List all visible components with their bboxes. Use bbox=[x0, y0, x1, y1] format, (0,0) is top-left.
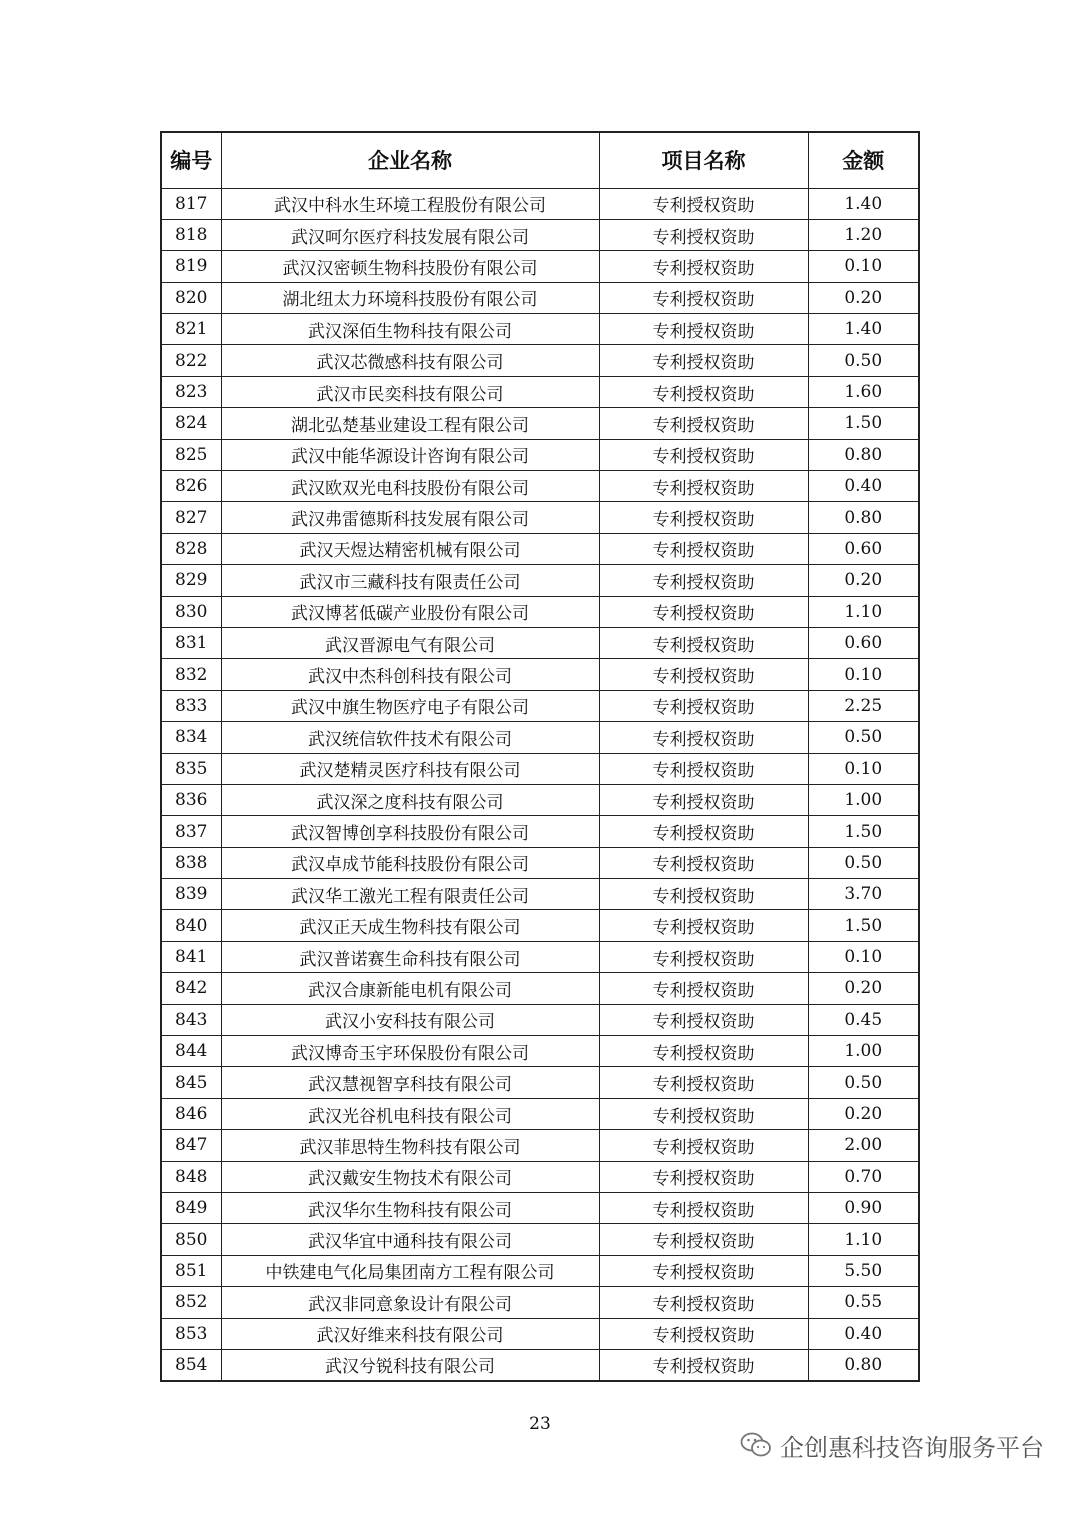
cell-company: 武汉市民奕科技有限公司 bbox=[221, 376, 599, 407]
cell-company: 武汉晋源电气有限公司 bbox=[221, 627, 599, 658]
table-row bbox=[161, 1318, 919, 1349]
cell-project: 专利授权资助 bbox=[599, 1193, 808, 1224]
table-row bbox=[161, 1004, 919, 1035]
table-row bbox=[161, 219, 919, 250]
cell-company: 武汉卓成节能科技股份有限公司 bbox=[221, 847, 599, 878]
cell-number: 825 bbox=[161, 439, 221, 470]
cell-amount: 0.20 bbox=[808, 282, 919, 313]
cell-project: 专利授权资助 bbox=[599, 314, 808, 345]
cell-company: 武汉深之度科技有限公司 bbox=[221, 784, 599, 815]
table-row bbox=[161, 1098, 919, 1129]
cell-number: 832 bbox=[161, 659, 221, 690]
cell-project: 专利授权资助 bbox=[599, 659, 808, 690]
cell-amount: 1.20 bbox=[808, 219, 919, 250]
table-row bbox=[161, 753, 919, 784]
cell-amount: 1.60 bbox=[808, 376, 919, 407]
cell-project: 专利授权资助 bbox=[599, 627, 808, 658]
cell-project: 专利授权资助 bbox=[599, 1255, 808, 1286]
table-row bbox=[161, 1224, 919, 1255]
cell-amount: 0.20 bbox=[808, 565, 919, 596]
table-row bbox=[161, 471, 919, 502]
table-row bbox=[161, 282, 919, 313]
cell-company: 武汉慧视智享科技有限公司 bbox=[221, 1067, 599, 1098]
cell-project: 专利授权资助 bbox=[599, 596, 808, 627]
cell-company: 武汉菲思特生物科技有限公司 bbox=[221, 1130, 599, 1161]
cell-company: 武汉小安科技有限公司 bbox=[221, 1004, 599, 1035]
cell-amount: 1.10 bbox=[808, 1224, 919, 1255]
table-row bbox=[161, 1287, 919, 1318]
cell-amount: 0.40 bbox=[808, 1318, 919, 1349]
cell-project: 专利授权资助 bbox=[599, 376, 808, 407]
cell-amount: 1.50 bbox=[808, 408, 919, 439]
cell-number: 819 bbox=[161, 251, 221, 282]
cell-company: 武汉华工激光工程有限责任公司 bbox=[221, 879, 599, 910]
cell-amount: 2.00 bbox=[808, 1130, 919, 1161]
cell-company: 武汉统信软件技术有限公司 bbox=[221, 722, 599, 753]
cell-company: 湖北弘楚基业建设工程有限公司 bbox=[221, 408, 599, 439]
table-row bbox=[161, 973, 919, 1004]
table-row bbox=[161, 1193, 919, 1224]
cell-number: 838 bbox=[161, 847, 221, 878]
cell-amount: 0.40 bbox=[808, 471, 919, 502]
cell-project: 专利授权资助 bbox=[599, 408, 808, 439]
table-row bbox=[161, 533, 919, 564]
cell-amount: 0.60 bbox=[808, 627, 919, 658]
cell-project: 专利授权资助 bbox=[599, 1067, 808, 1098]
cell-number: 833 bbox=[161, 690, 221, 721]
cell-project: 专利授权资助 bbox=[599, 439, 808, 470]
cell-company: 湖北纽太力环境科技股份有限公司 bbox=[221, 282, 599, 313]
cell-company: 武汉中科水生环境工程股份有限公司 bbox=[221, 188, 599, 219]
table-row bbox=[161, 565, 919, 596]
cell-amount: 1.40 bbox=[808, 314, 919, 345]
header-company: 企业名称 bbox=[221, 132, 599, 188]
table-row bbox=[161, 722, 919, 753]
cell-company: 武汉中能华源设计咨询有限公司 bbox=[221, 439, 599, 470]
cell-company: 武汉好维来科技有限公司 bbox=[221, 1318, 599, 1349]
cell-number: 837 bbox=[161, 816, 221, 847]
cell-number: 851 bbox=[161, 1255, 221, 1286]
cell-number: 823 bbox=[161, 376, 221, 407]
cell-project: 专利授权资助 bbox=[599, 753, 808, 784]
cell-amount: 0.80 bbox=[808, 439, 919, 470]
table-body bbox=[161, 188, 919, 1381]
table-row bbox=[161, 847, 919, 878]
table-row bbox=[161, 376, 919, 407]
cell-number: 830 bbox=[161, 596, 221, 627]
cell-amount: 1.40 bbox=[808, 188, 919, 219]
cell-amount: 0.60 bbox=[808, 533, 919, 564]
cell-project: 专利授权资助 bbox=[599, 565, 808, 596]
header-amount: 金额 bbox=[808, 132, 919, 188]
cell-number: 848 bbox=[161, 1161, 221, 1192]
cell-number: 822 bbox=[161, 345, 221, 376]
cell-company: 武汉弗雷德斯科技发展有限公司 bbox=[221, 502, 599, 533]
cell-amount: 0.20 bbox=[808, 973, 919, 1004]
cell-project: 专利授权资助 bbox=[599, 1224, 808, 1255]
cell-amount: 0.50 bbox=[808, 345, 919, 376]
cell-number: 843 bbox=[161, 1004, 221, 1035]
cell-project: 专利授权资助 bbox=[599, 471, 808, 502]
wechat-icon bbox=[740, 1430, 772, 1460]
cell-number: 818 bbox=[161, 219, 221, 250]
table-row bbox=[161, 627, 919, 658]
cell-number: 820 bbox=[161, 282, 221, 313]
cell-project: 专利授权资助 bbox=[599, 941, 808, 972]
cell-company: 武汉非同意象设计有限公司 bbox=[221, 1287, 599, 1318]
cell-project: 专利授权资助 bbox=[599, 1287, 808, 1318]
table-row bbox=[161, 1349, 919, 1380]
cell-amount: 0.55 bbox=[808, 1287, 919, 1318]
cell-number: 847 bbox=[161, 1130, 221, 1161]
table-row bbox=[161, 690, 919, 721]
cell-project: 专利授权资助 bbox=[599, 282, 808, 313]
cell-number: 849 bbox=[161, 1193, 221, 1224]
cell-amount: 0.80 bbox=[808, 1349, 919, 1380]
table-row bbox=[161, 659, 919, 690]
cell-company: 武汉中杰科创科技有限公司 bbox=[221, 659, 599, 690]
cell-company: 武汉深佰生物科技有限公司 bbox=[221, 314, 599, 345]
cell-project: 专利授权资助 bbox=[599, 816, 808, 847]
cell-company: 武汉合康新能电机有限公司 bbox=[221, 973, 599, 1004]
cell-company: 武汉中旗生物医疗电子有限公司 bbox=[221, 690, 599, 721]
cell-project: 专利授权资助 bbox=[599, 533, 808, 564]
cell-company: 武汉呵尔医疗科技发展有限公司 bbox=[221, 219, 599, 250]
table-row bbox=[161, 314, 919, 345]
cell-amount: 3.70 bbox=[808, 879, 919, 910]
cell-number: 845 bbox=[161, 1067, 221, 1098]
cell-company: 武汉正天成生物科技有限公司 bbox=[221, 910, 599, 941]
cell-amount: 0.70 bbox=[808, 1161, 919, 1192]
header-number: 编号 bbox=[161, 132, 221, 188]
cell-project: 专利授权资助 bbox=[599, 251, 808, 282]
cell-project: 专利授权资助 bbox=[599, 1004, 808, 1035]
cell-number: 831 bbox=[161, 627, 221, 658]
cell-company: 武汉天煜达精密机械有限公司 bbox=[221, 533, 599, 564]
cell-amount: 0.10 bbox=[808, 251, 919, 282]
cell-project: 专利授权资助 bbox=[599, 345, 808, 376]
cell-number: 840 bbox=[161, 910, 221, 941]
cell-amount: 0.45 bbox=[808, 1004, 919, 1035]
cell-company: 武汉欧双光电科技股份有限公司 bbox=[221, 471, 599, 502]
cell-number: 850 bbox=[161, 1224, 221, 1255]
cell-company: 武汉博奇玉宇环保股份有限公司 bbox=[221, 1036, 599, 1067]
cell-project: 专利授权资助 bbox=[599, 1130, 808, 1161]
cell-project: 专利授权资助 bbox=[599, 879, 808, 910]
cell-company: 武汉普诺赛生命科技有限公司 bbox=[221, 941, 599, 972]
cell-project: 专利授权资助 bbox=[599, 973, 808, 1004]
cell-amount: 0.20 bbox=[808, 1098, 919, 1129]
cell-number: 852 bbox=[161, 1287, 221, 1318]
cell-number: 834 bbox=[161, 722, 221, 753]
cell-project: 专利授权资助 bbox=[599, 188, 808, 219]
table-row bbox=[161, 596, 919, 627]
cell-company: 武汉光谷机电科技有限公司 bbox=[221, 1098, 599, 1129]
table-row bbox=[161, 408, 919, 439]
cell-amount: 2.25 bbox=[808, 690, 919, 721]
table-row bbox=[161, 784, 919, 815]
cell-project: 专利授权资助 bbox=[599, 1349, 808, 1380]
cell-company: 武汉智博创享科技股份有限公司 bbox=[221, 816, 599, 847]
cell-number: 844 bbox=[161, 1036, 221, 1067]
cell-number: 821 bbox=[161, 314, 221, 345]
cell-project: 专利授权资助 bbox=[599, 722, 808, 753]
cell-number: 841 bbox=[161, 941, 221, 972]
cell-number: 842 bbox=[161, 973, 221, 1004]
cell-amount: 5.50 bbox=[808, 1255, 919, 1286]
cell-amount: 0.90 bbox=[808, 1193, 919, 1224]
watermark-text: 企创惠科技咨询服务平台 bbox=[780, 1433, 1044, 1462]
cell-number: 846 bbox=[161, 1098, 221, 1129]
cell-project: 专利授权资助 bbox=[599, 219, 808, 250]
cell-project: 专利授权资助 bbox=[599, 1161, 808, 1192]
cell-number: 824 bbox=[161, 408, 221, 439]
cell-amount: 0.10 bbox=[808, 659, 919, 690]
table-row bbox=[161, 1036, 919, 1067]
watermark bbox=[740, 1423, 1044, 1467]
cell-project: 专利授权资助 bbox=[599, 784, 808, 815]
table-header-row bbox=[161, 132, 919, 188]
table-row bbox=[161, 1130, 919, 1161]
cell-company: 武汉博茗低碳产业股份有限公司 bbox=[221, 596, 599, 627]
cell-project: 专利授权资助 bbox=[599, 502, 808, 533]
cell-company: 武汉华宜中通科技有限公司 bbox=[221, 1224, 599, 1255]
cell-amount: 0.50 bbox=[808, 1067, 919, 1098]
cell-amount: 1.10 bbox=[808, 596, 919, 627]
page-number: 23 bbox=[529, 1414, 551, 1434]
cell-number: 829 bbox=[161, 565, 221, 596]
table-row bbox=[161, 941, 919, 972]
cell-project: 专利授权资助 bbox=[599, 910, 808, 941]
cell-amount: 0.10 bbox=[808, 941, 919, 972]
table-row bbox=[161, 502, 919, 533]
table-row bbox=[161, 188, 919, 219]
cell-amount: 0.80 bbox=[808, 502, 919, 533]
table-row bbox=[161, 251, 919, 282]
table-row bbox=[161, 1067, 919, 1098]
cell-amount: 1.00 bbox=[808, 784, 919, 815]
cell-amount: 1.50 bbox=[808, 910, 919, 941]
cell-company: 武汉市三藏科技有限责任公司 bbox=[221, 565, 599, 596]
cell-number: 854 bbox=[161, 1349, 221, 1380]
funding-table bbox=[160, 131, 920, 1382]
cell-amount: 1.00 bbox=[808, 1036, 919, 1067]
cell-project: 专利授权资助 bbox=[599, 1098, 808, 1129]
cell-number: 835 bbox=[161, 753, 221, 784]
table-row bbox=[161, 910, 919, 941]
cell-company: 武汉汉密顿生物科技股份有限公司 bbox=[221, 251, 599, 282]
table-row bbox=[161, 345, 919, 376]
cell-company: 武汉楚精灵医疗科技有限公司 bbox=[221, 753, 599, 784]
cell-number: 836 bbox=[161, 784, 221, 815]
cell-number: 828 bbox=[161, 533, 221, 564]
cell-amount: 0.50 bbox=[808, 722, 919, 753]
table-row bbox=[161, 1255, 919, 1286]
table-row bbox=[161, 439, 919, 470]
cell-company: 武汉华尔生物科技有限公司 bbox=[221, 1193, 599, 1224]
cell-number: 817 bbox=[161, 188, 221, 219]
cell-number: 827 bbox=[161, 502, 221, 533]
cell-project: 专利授权资助 bbox=[599, 847, 808, 878]
table-row bbox=[161, 879, 919, 910]
cell-company: 武汉戴安生物技术有限公司 bbox=[221, 1161, 599, 1192]
table-row bbox=[161, 816, 919, 847]
cell-amount: 1.50 bbox=[808, 816, 919, 847]
cell-amount: 0.50 bbox=[808, 847, 919, 878]
header-project: 项目名称 bbox=[599, 132, 808, 188]
cell-number: 839 bbox=[161, 879, 221, 910]
cell-project: 专利授权资助 bbox=[599, 1318, 808, 1349]
cell-company: 武汉兮锐科技有限公司 bbox=[221, 1349, 599, 1380]
cell-company: 武汉芯微感科技有限公司 bbox=[221, 345, 599, 376]
cell-number: 826 bbox=[161, 471, 221, 502]
cell-project: 专利授权资助 bbox=[599, 690, 808, 721]
cell-company: 中铁建电气化局集团南方工程有限公司 bbox=[221, 1255, 599, 1286]
table-row bbox=[161, 1161, 919, 1192]
cell-amount: 0.10 bbox=[808, 753, 919, 784]
cell-number: 853 bbox=[161, 1318, 221, 1349]
cell-project: 专利授权资助 bbox=[599, 1036, 808, 1067]
